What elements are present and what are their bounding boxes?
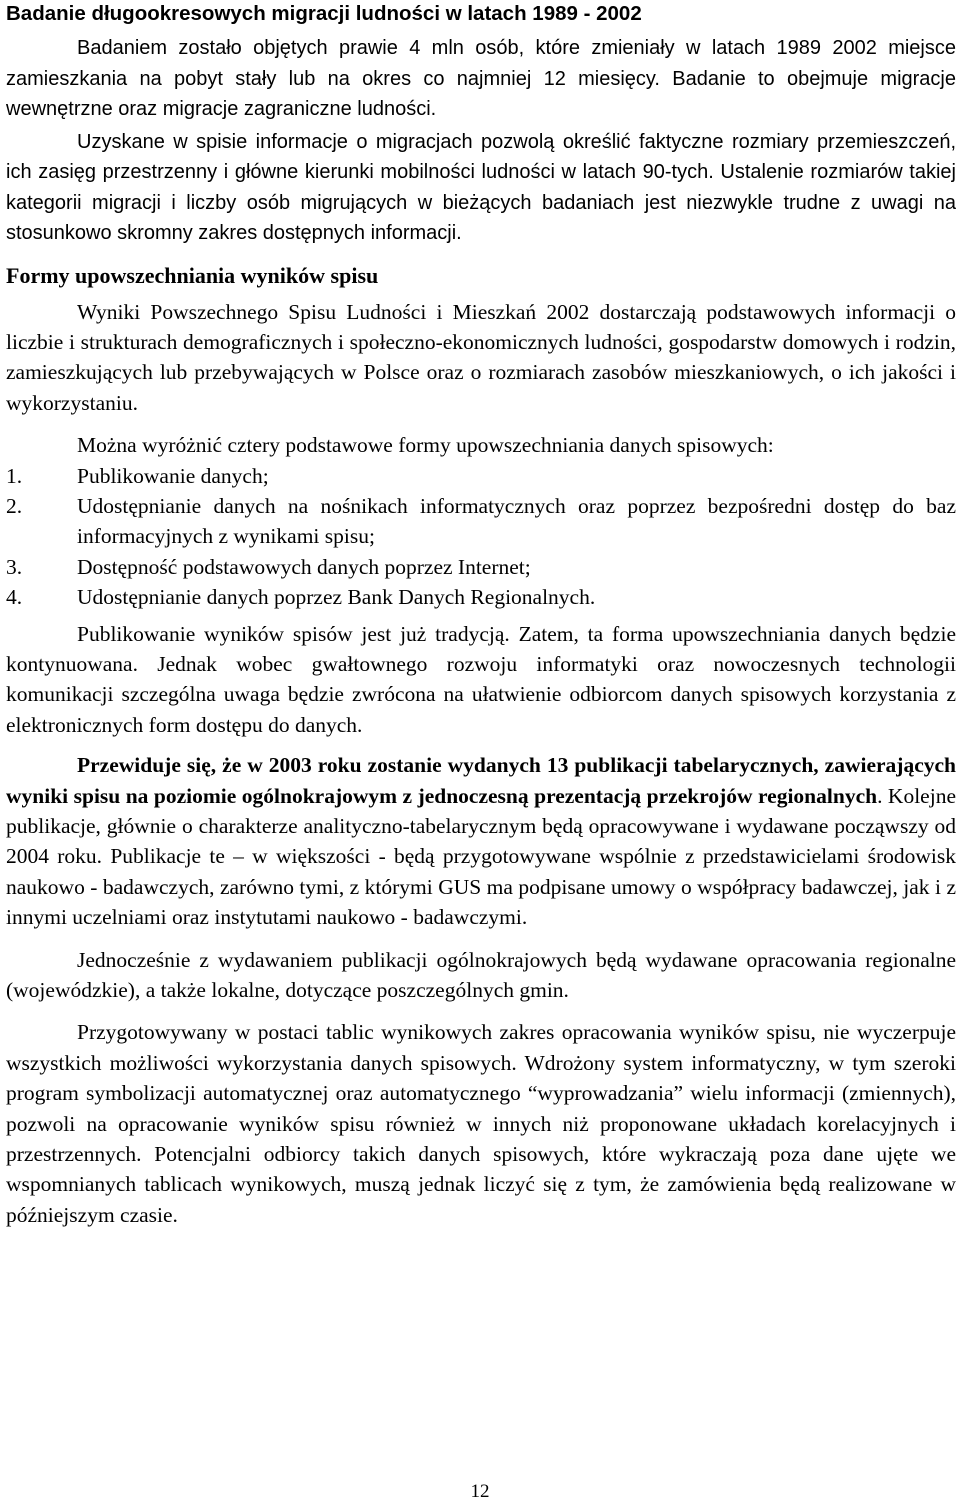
dissemination-paragraph-5: Przygotowywany w postaci tablic wynikowych zakres opracowania wyników spisu, nie wyczerpuje wszystkich możliwości wykorzystania danych spisowych. Wdrożony system informatyczny, w tym szeroki program symbolizacji automatycznej oraz automatycznego “wyprowadzania” wielu informacji (zmiennych), pozwoli na opracowanie wyników spisu również w innych niż proponowane układach korelacyjnych i przestrzennych. Potencjalni odbiorcy takich danych spisowych, które wykraczają poza dane ujęte we wspomnianych tablicach wynikowych, muszą jednak liczyć się z tym, że zamówienia będą realizowane w późniejszym czasie. (6, 1020, 956, 1227)
list-item (6, 491, 956, 552)
list-item-text: Udostępnianie danych na nośnikach informatycznych oraz poprzez bezpośredni dostęp do baz informacyjnych z wynikami spisu; (77, 493, 956, 549)
page-number: 12 (470, 1481, 490, 1502)
publication-plan-rest: . Kolejne publikacje, głównie o charakterze analityczno-tabelarycznym będą opracowywane i wydawane począwszy od 2004 roku. Publikacje te – w większości - będą przygotowywane wspólnie z przedstawicielami środowisk naukowo - badawczych, zarówno tymi, z którymi GUS ma podpisane umowy o współpracy badawczej, jak i z innymi uczelniami oraz instytutami naukowo - badawczymi. (6, 783, 956, 930)
list-item-number: 4. (6, 585, 23, 610)
list-intro: Można wyróżnić cztery podstawowe formy upowszechniania danych spisowych: (77, 433, 774, 458)
list-item-text: Udostępnianie danych poprzez Bank Danych Regionalnych. (77, 585, 596, 610)
list-item-number: 1. (6, 463, 23, 488)
dissemination-paragraph-3 (6, 750, 956, 932)
dissemination-heading: Formy upowszechniania wyników spisu (6, 262, 379, 288)
list-item-number: 2. (6, 493, 23, 518)
document-page (6, 0, 956, 1230)
dissemination-paragraph-1: Wyniki Powszechnego Spisu Ludności i Mieszkań 2002 dostarczają podstawowych informacji o liczbie i strukturach demograficznych i społeczno-ekonomicznych ludności, gospodarstw domowych i rodzin, zamieszkujących lub przebywających w Polsce oraz o rozmiarach zasobów mieszkaniowych, o ich jakości i wykorzystaniu. (6, 299, 956, 415)
dissemination-forms-list (6, 461, 956, 613)
list-item (6, 582, 956, 612)
list-item-number: 3. (6, 554, 23, 579)
list-item-text: Publikowanie danych; (77, 463, 269, 488)
list-item (6, 461, 956, 491)
list-item-text: Dostępność podstawowych danych poprzez Internet; (77, 554, 531, 579)
migration-paragraph-2: Uzyskane w spisie informacje o migracjach pozwolą określić faktyczne rozmiary przemieszczeń, ich zasięg przestrzenny i główne kierunki mobilności ludności w latach 90-tych. Ustalenie rozmiarów takiej kategorii migracji i liczby osób migrujących w bieżących badaniach jest niezwykle trudne z uwagi na stosunkowo skromny zakres dostępnych informacji. (6, 130, 956, 244)
dissemination-paragraph-4: Jednocześnie z wydawaniem publikacji ogólnokrajowych będą wydawane opracowania regionalne (wojewódzkie), a także lokalne, dotyczące poszczególnych gmin. (6, 947, 956, 1003)
migration-paragraph-1: Badaniem zostało objętych prawie 4 mln osób, które zmieniały w latach 1989 2002 miejsce zamieszkania na pobyt stały lub na okres co najmniej 12 miesięcy. Badanie to obejmuje migracje wewnętrzne oraz migracje zagraniczne ludności. (6, 37, 956, 120)
publication-plan-bold: Przewiduje się, że w 2003 roku zostanie wydanych 13 publikacji tabelarycznych, zawierających wyniki spisu na poziomie ogólnokrajowym z jednoczesną prezentacją przekrojów regionalnych (6, 753, 956, 808)
migration-heading: Badanie długookresowych migracji ludności w latach 1989 - 2002 (6, 2, 642, 25)
dissemination-paragraph-2: Publikowanie wyników spisów jest już tradycją. Zatem, ta forma upowszechniania danych będzie kontynuowana. Jednak wobec gwałtownego rozwoju informatyki oraz nowoczesnych technologii komunikacji szczególna uwaga będzie zwrócona na ułatwienie odbiorcom danych spisowych korzystania z elektronicznych form dostępu do danych. (6, 621, 956, 737)
list-item (6, 552, 956, 582)
